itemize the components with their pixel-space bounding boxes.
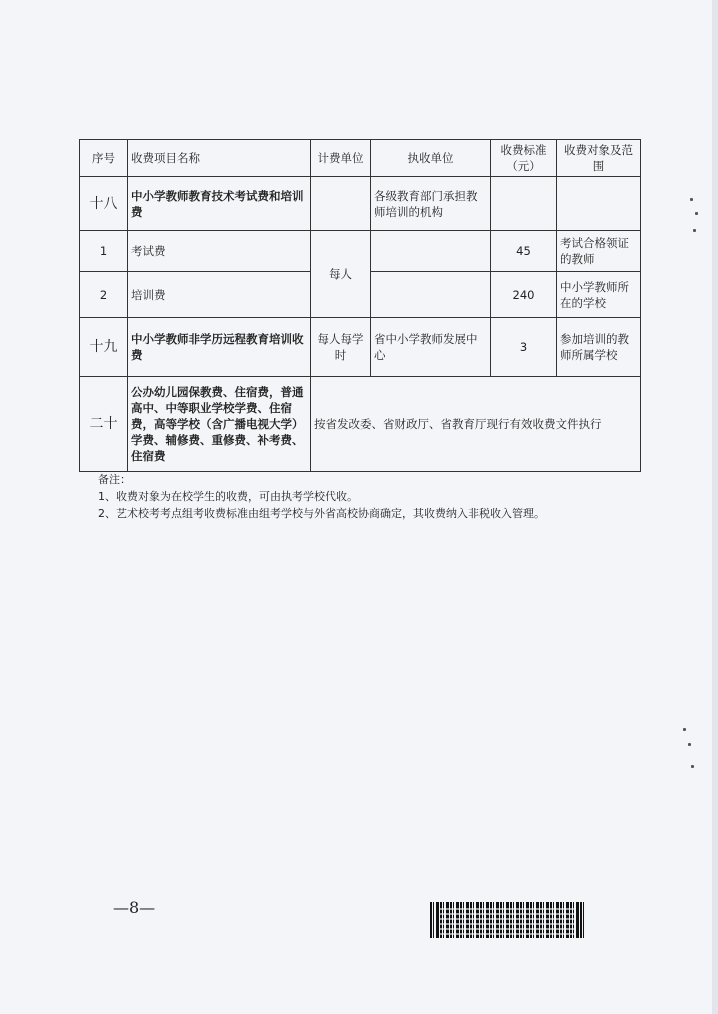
scan-speck-icon [688,743,691,746]
header-standard: 收费标准（元） [491,140,557,177]
scan-speck-icon [690,198,693,201]
row-unit: 每人每学时 [311,318,371,377]
row-standard [491,177,557,231]
row-scope [557,177,641,231]
row-name: 中小学教师教育技术考试费和培训费 [128,177,311,231]
page-number: —8— [113,898,156,917]
header-no: 序号 [80,140,128,177]
row-merged-text: 按省发改委、省财政厅、省教育厅现行有效收费文件执行 [311,377,641,472]
row-standard: 45 [491,231,557,272]
notes [98,471,545,522]
header-scope: 收费对象及范围 [557,140,641,177]
scan-speck-icon [691,765,694,768]
barcode-icon [430,902,586,938]
scan-speck-icon [683,728,686,731]
table-row [80,231,641,272]
scan-speck-icon [693,229,696,232]
note-item: 2、艺术校考考点组考收费标准由组考学校与外省高校协商确定，其收费纳入非税收入管理。 [98,507,545,520]
row-collector-empty [371,231,491,272]
table-row [80,318,641,377]
note-item: 1、收费对象为在校学生的收费，可由执考学校代收。 [98,490,358,503]
notes-title: 备注： [98,473,131,486]
row-no: 十九 [80,318,128,377]
row-collector: 省中小学教师发展中心 [371,318,491,377]
row-collector-empty [371,272,491,318]
fee-table [79,139,641,472]
row-standard: 3 [491,318,557,377]
header-unit: 计费单位 [311,140,371,177]
row-name: 培训费 [128,272,311,318]
row-collector: 各级教育部门承担教师培训的机构 [371,177,491,231]
row-name: 公办幼儿园保教费、住宿费，普通高中、中等职业学校学费、住宿费，高等学校（含广播电视大学）学费、辅修费、重修费、补考费、住宿费 [128,377,311,472]
row-standard: 240 [491,272,557,318]
row-name: 中小学教师非学历远程教育培训收费 [128,318,311,377]
header-row [80,140,641,177]
table-row [80,377,641,472]
page-edge [712,0,718,1014]
table-row [80,177,641,231]
row-no: 1 [80,231,128,272]
header-collector: 执收单位 [371,140,491,177]
header-name: 收费项目名称 [128,140,311,177]
row-name: 考试费 [128,231,311,272]
row-scope: 考试合格领证的教师 [557,231,641,272]
row-scope: 中小学教师所在的学校 [557,272,641,318]
scan-speck-icon [695,212,698,215]
row-no: 二十 [80,377,128,472]
row-no: 2 [80,272,128,318]
row-scope: 参加培训的教师所属学校 [557,318,641,377]
row-unit [311,177,371,231]
row-unit-shared: 每人 [311,231,371,318]
row-no: 十八 [80,177,128,231]
